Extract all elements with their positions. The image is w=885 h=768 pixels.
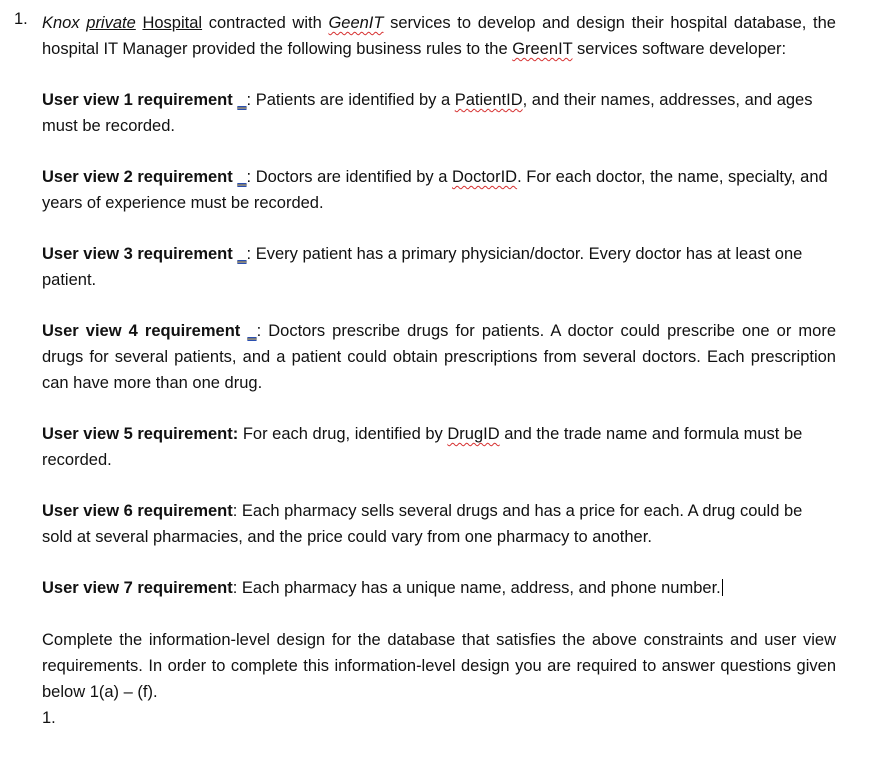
requirement-5 xyxy=(42,421,836,473)
req-2-id-word: DoctorID xyxy=(451,168,518,186)
req-1-colon: : xyxy=(246,91,252,109)
question-1 xyxy=(14,10,864,731)
req-6-label: User view 6 requirement xyxy=(42,502,233,520)
req-1-id-word: PatientID xyxy=(454,91,523,109)
req-5-label: User view 5 requirement: xyxy=(42,425,239,443)
intro-paragraph xyxy=(42,10,836,62)
req-2-label: User view 2 requirement xyxy=(42,168,233,186)
req-4-sep: _ xyxy=(247,322,257,340)
req-7-label: User view 7 requirement xyxy=(42,579,233,597)
requirement-6 xyxy=(42,498,836,550)
req-2-text-b: . For each doctor, the name, specialty, and years of experience must be recorded. xyxy=(42,168,828,212)
req-3-text: Every patient has a primary physician/doctor. Every doctor has at least one patient. xyxy=(42,245,803,289)
req-1-sep: _ xyxy=(237,91,247,109)
intro-vendor: GeenIT xyxy=(328,14,384,32)
req-3-label: User view 3 requirement xyxy=(42,245,233,263)
req-5-text-a: For each drug, identified by xyxy=(238,425,448,443)
req-4-label: User view 4 requirement xyxy=(42,322,241,340)
question-number: 1. xyxy=(14,10,28,28)
req-3-sep: _ xyxy=(237,245,247,263)
req-5-text-b: and the trade name and formula must be recorded. xyxy=(42,425,803,469)
req-6-text: : Each pharmacy sells several drugs and has a price for each. A drug could be sold at several pharmacies, and the price could vary from one pharmacy to another. xyxy=(42,502,803,546)
req-1-label: User view 1 requirement xyxy=(42,91,233,109)
req-2-colon: : xyxy=(246,168,252,186)
requirement-4 xyxy=(42,318,836,396)
intro-company: Knox xyxy=(42,14,80,32)
req-3-colon: : xyxy=(246,245,252,263)
intro-text-a: contracted with xyxy=(202,14,329,32)
intro-private-word: private xyxy=(86,14,136,32)
req-4-text: Doctors prescribe drugs for patients. A doctor could prescribe one or more drugs for several patients, and a patient could obtain prescriptions from several doctors. Each prescription can have more than one drug. xyxy=(42,322,836,392)
req-7-text: : Each pharmacy has a unique name, address, and phone number. xyxy=(232,579,721,597)
req-4-colon: : xyxy=(256,322,262,340)
requirement-3 xyxy=(42,241,836,293)
intro-hospital-word: Hospital xyxy=(142,14,203,32)
closing-paragraph: Complete the information-level design for the database that satisfies the above constraints and user view requirements. In order to complete this information-level design you are required to answer questions given below 1(a) – (f). xyxy=(42,631,836,701)
trailing-number: 1. xyxy=(42,709,56,727)
intro-vendor-2: GreenIT xyxy=(512,40,573,58)
req-1-text-b: , and their names, addresses, and ages must be recorded. xyxy=(42,91,813,135)
text-cursor xyxy=(722,579,723,596)
intro-text-b: services to develop and design their hospital database, the hospital IT Manager provided the following business rules to the xyxy=(42,14,836,58)
requirement-2 xyxy=(42,164,836,216)
requirement-1 xyxy=(42,87,836,139)
req-5-id-word: DrugID xyxy=(447,425,500,443)
req-1-text-a: Patients are identified by a xyxy=(251,91,455,109)
question-body xyxy=(42,10,836,731)
intro-text-c: services software developer: xyxy=(572,40,787,58)
req-2-sep: _ xyxy=(237,168,247,186)
requirement-7 xyxy=(42,575,836,601)
req-2-text-a: Doctors are identified by a xyxy=(251,168,452,186)
